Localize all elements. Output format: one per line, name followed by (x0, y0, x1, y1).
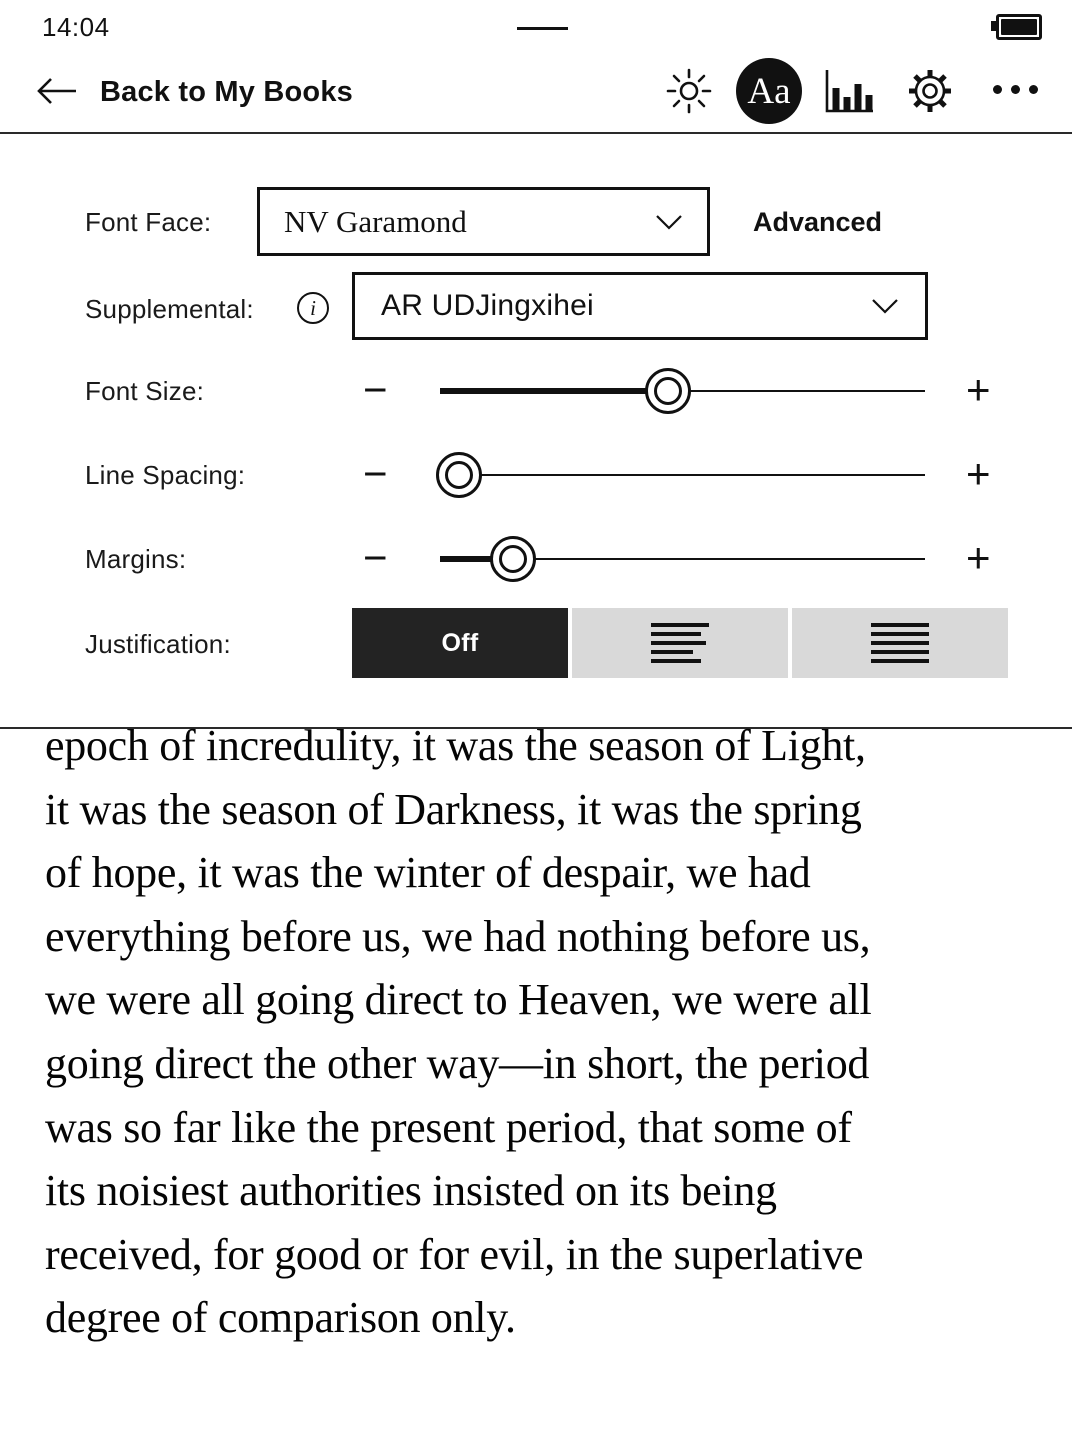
book-page-text: epoch of incredulity, it was the season of Light, it was the season of Darkness, it was the spring of hope, it was the winter of despair, we had everything before us, we had nothing before us, we were all going direct to Heaven, we were all going direct the other way—in short, the period was so far like the present period, that some of its noisiest authorities insisted on its being received, for good or for evil, in the superlative degree of comparison only. (45, 721, 872, 1343)
clock-time: 14:04 (42, 12, 110, 42)
font-size-slider[interactable] (440, 366, 925, 416)
margins-decrease-button[interactable]: − (363, 534, 388, 581)
justification-segmented-control (352, 608, 1008, 678)
slider-thumb[interactable] (490, 536, 536, 582)
aa-glyph: Aa (747, 70, 791, 112)
font-settings-icon[interactable] (736, 58, 802, 124)
advanced-link[interactable]: Advanced (753, 207, 883, 237)
slider-track[interactable] (440, 474, 925, 476)
justification-left-button[interactable] (572, 608, 788, 678)
line-spacing-decrease-button[interactable]: − (363, 450, 388, 497)
font-size-label: Font Size: (85, 376, 205, 406)
off-label: Off (441, 628, 479, 657)
font-face-label: Font Face: (85, 207, 212, 237)
line-spacing-increase-button[interactable]: + (966, 450, 991, 497)
supplemental-label: Supplemental: (85, 294, 254, 324)
chevron-down-icon (655, 214, 683, 230)
settings-gear-icon[interactable] (906, 67, 954, 115)
slider-fill (440, 388, 668, 394)
header-divider (0, 132, 1072, 134)
back-button[interactable] (34, 76, 78, 106)
info-icon[interactable]: i (297, 292, 329, 324)
justification-label: Justification: (85, 629, 231, 659)
justify-icon (871, 623, 929, 663)
line-spacing-slider[interactable] (440, 450, 925, 500)
justification-off-button[interactable] (352, 608, 568, 678)
margins-label: Margins: (85, 544, 187, 574)
reading-stats-icon[interactable] (824, 68, 874, 114)
notification-pull-handle (517, 27, 568, 30)
margins-increase-button[interactable]: + (966, 534, 991, 581)
supplemental-font-dropdown[interactable] (352, 272, 928, 340)
back-to-my-books-label[interactable]: Back to My Books (100, 76, 353, 108)
battery-icon (996, 14, 1042, 40)
slider-thumb[interactable] (436, 452, 482, 498)
font-size-decrease-button[interactable]: − (363, 366, 388, 413)
more-options-icon[interactable] (993, 85, 1038, 94)
slider-thumb[interactable] (645, 368, 691, 414)
justification-full-button[interactable] (792, 608, 1008, 678)
chevron-down-icon (871, 298, 899, 314)
font-face-value: NV Garamond (284, 203, 467, 239)
supplemental-font-value: AR UDJingxihei (381, 289, 594, 322)
align-left-icon (651, 623, 709, 663)
font-size-increase-button[interactable]: + (966, 366, 991, 413)
brightness-icon[interactable] (664, 66, 714, 116)
line-spacing-label: Line Spacing: (85, 460, 246, 490)
margins-slider[interactable] (440, 534, 925, 584)
font-face-dropdown[interactable] (257, 187, 710, 256)
